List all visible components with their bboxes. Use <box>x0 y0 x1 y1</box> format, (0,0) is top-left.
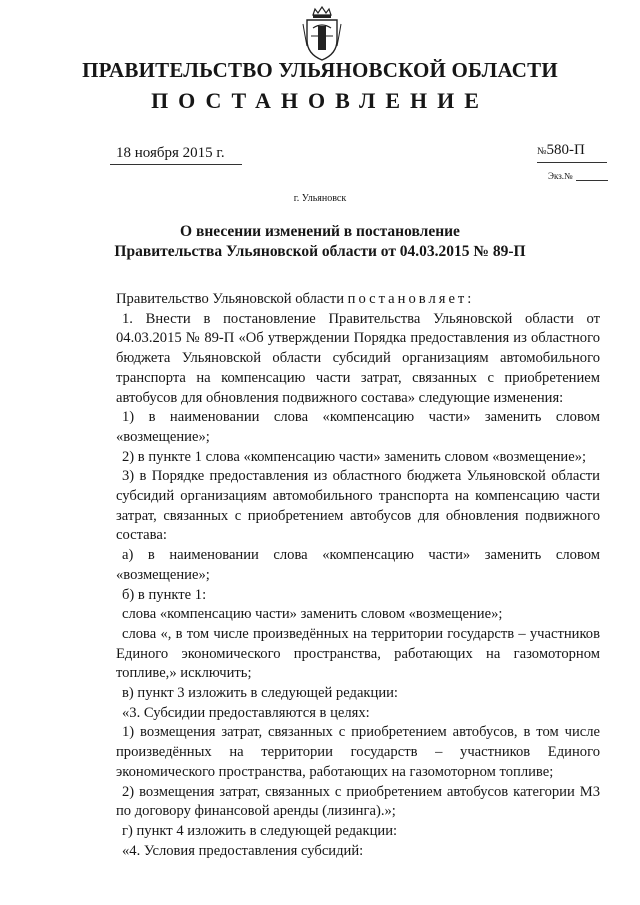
body-paragraph: 1. Внести в постановление Правительства Ульяновской области от 04.03.2015 № 89-П «Об утверждении Порядка предоставления из областного бюджета Ульяновской области субсидий организациям автомобильного транспорта на компенсацию части затрат, связанных с приобретением автобусов для обновления подвижного состава» следующие изменения: <box>116 310 600 406</box>
body-paragraph: 1) возмещения затрат, связанных с приобретением автобусов, в том числе произведённых на территории государств – участников Единого экономического пространства, работающих на газомоторном топливе; <box>116 724 600 780</box>
body-paragraph: слова «, в том числе произведённых на территории государств – участников Единого экономического пространства, работающих на газомоторном топливе,» исключить; <box>116 625 600 682</box>
body-paragraph: г) пункт 4 изложить в следующей редакции: <box>122 822 398 839</box>
copy-number-label: Экз.№ <box>548 171 573 181</box>
body-paragraph: «3. Субсидии предоставляются в целях: <box>122 704 370 721</box>
city: г. Ульяновск <box>293 193 347 204</box>
subject-line: О внесении изменений в постановление <box>180 223 460 240</box>
number-sign: № <box>537 146 547 157</box>
date-underline <box>110 164 242 165</box>
intro-paragraph <box>116 290 600 310</box>
document-body <box>116 290 600 861</box>
document-date: 18 ноября 2015 г. <box>116 145 225 161</box>
body-paragraph: «4. Условия предоставления субсидий: <box>122 842 364 859</box>
body-paragraph: в) пункт 3 изложить в следующей редакции: <box>122 685 398 702</box>
body-paragraph: 2) возмещения затрат, связанных с приобретением автобусов категории М3 по договору финансовой аренды (лизинга).»; <box>116 783 600 820</box>
number-underline <box>537 162 607 163</box>
body-paragraph: 3) в Порядке предоставления из областного бюджета Ульяновской области субсидий организациям автомобильного транспорта на компенсацию части затрат, связанных с приобретением автобусов для обновления подвижного состава: <box>116 468 600 544</box>
document-number <box>537 142 585 159</box>
intro-verb: постановляет: <box>347 291 475 307</box>
body-paragraph: б) в пункте 1: <box>122 586 207 603</box>
coat-of-arms-icon <box>301 6 343 62</box>
body-paragraph: слова «компенсацию части» заменить словом «возмещение»; <box>122 606 503 623</box>
document-subject <box>90 222 550 262</box>
subject-line: Правительства Ульяновской области от 04.03.2015 № 89-П <box>114 243 526 260</box>
body-paragraph: 1) в наименовании слова «компенсацию части» заменить словом «возмещение»; <box>116 409 600 445</box>
body-paragraph: 2) в пункте 1 слова «компенсацию части» заменить словом «возмещение»; <box>122 448 587 465</box>
document-type: ПОСТАНОВЛЕНИЕ <box>151 88 489 113</box>
copy-number-line <box>576 180 608 181</box>
intro-subject: Правительство Ульяновской области <box>116 291 345 307</box>
number-value: 580-П <box>546 142 585 158</box>
body-paragraph: а) в наименовании слова «компенсацию части» заменить словом «возмещение»; <box>116 547 600 583</box>
org-title: ПРАВИТЕЛЬСТВО УЛЬЯНОВСКОЙ ОБЛАСТИ <box>82 58 558 82</box>
